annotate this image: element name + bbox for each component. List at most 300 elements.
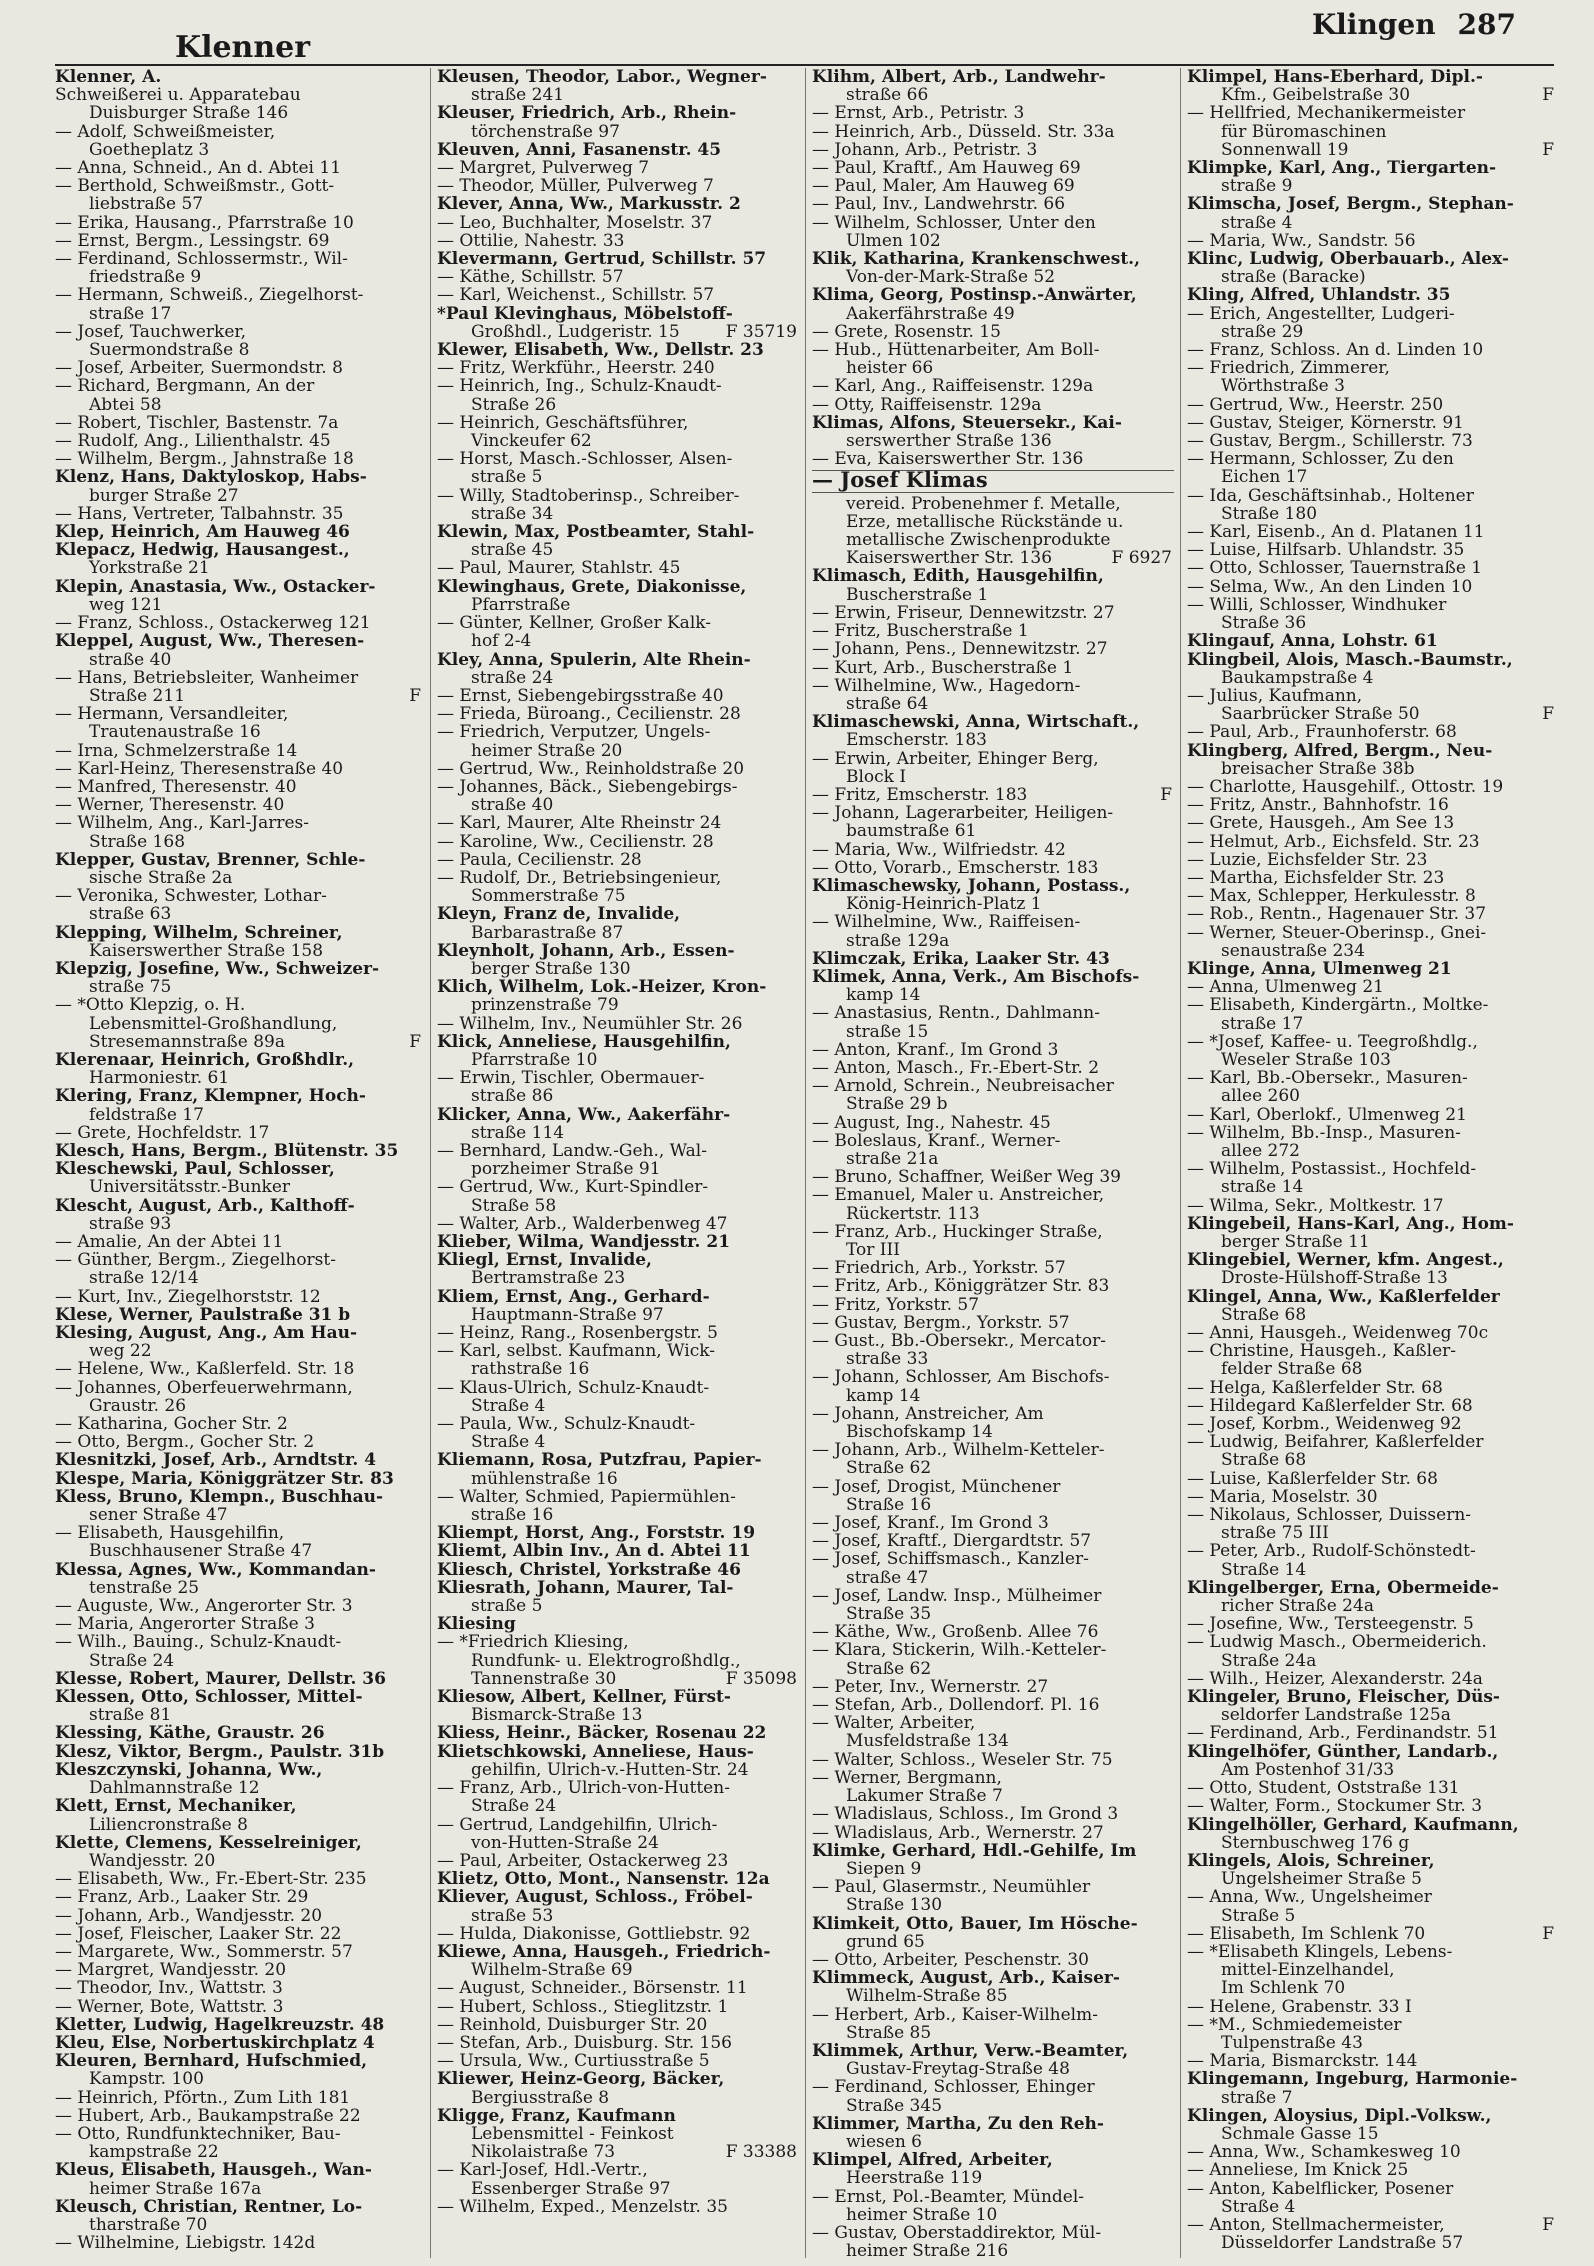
- entry-text: Klimscha, Josef, Bergm., Stephan-: [1187, 194, 1514, 215]
- entry-line: [437, 1816, 799, 1834]
- entry-text: — Wilhelmine, Ww., Raiffeisen-: [812, 912, 1081, 933]
- entry-text: — Anna, Schneid., An d. Abtei 11: [55, 158, 342, 179]
- entry-continuation-line: [55, 1397, 423, 1415]
- entry-line: [812, 214, 1174, 232]
- entry-continuation-line: [55, 1033, 423, 1051]
- entry-text: — *M., Schmiedemeister: [1187, 2014, 1402, 2035]
- entry-continuation-line: [55, 1215, 423, 1233]
- entry-text: König-Heinrich-Platz 1: [846, 894, 1042, 915]
- entry-text: Straße 24: [471, 1796, 557, 1817]
- entry-text: — Wladislaus, Arb., Wernerstr. 27: [812, 1822, 1104, 1843]
- entry-text: Klenz, Hans, Daktyloskop, Habs-: [55, 467, 367, 488]
- entry-line: [1187, 1724, 1556, 1742]
- entry-text: Kfm., Geibelstraße 30: [1221, 85, 1411, 106]
- entry-text: — Ferdinand, Schlosser, Ehinger: [812, 2077, 1095, 2098]
- entry-head-line: [437, 250, 799, 268]
- entry-continuation-line: [437, 1197, 799, 1215]
- entry-text: Klimkeit, Otto, Bauer, Im Hösche-: [812, 1913, 1138, 1934]
- entry-line: [55, 1379, 423, 1397]
- entry-head-line: [55, 2016, 423, 2034]
- entry-line: [55, 1998, 423, 2016]
- entry-text: Rückertstr. 113: [846, 1203, 980, 1224]
- entry-text: — Otto, Schlosser, Tauernstraße 1: [1187, 558, 1483, 579]
- entry-text: — Karl, Weichenst., Schillstr. 57: [437, 285, 715, 306]
- entry-text: Bergiusstraße 8: [471, 2087, 610, 2108]
- page-number: 287: [1457, 8, 1516, 41]
- entry-line: [812, 377, 1174, 395]
- entry-line: [812, 1769, 1174, 1787]
- entry-head-line: [55, 632, 423, 650]
- entry-text: Kliess, Heinr., Bäcker, Rosenau 22: [437, 1723, 767, 1744]
- entry-text: — Herbert, Arb., Kaiser-Wilhelm-: [812, 2004, 1098, 2025]
- entry-continuation-line: [55, 141, 423, 159]
- entry-text: Emscherstr. 183: [846, 730, 987, 751]
- entry-line: [1187, 1324, 1556, 1342]
- entry-text: — Fritz, Emscherstr. 183: [812, 784, 1028, 805]
- entry-line: [1187, 2180, 1556, 2198]
- entry-text: — Adolf, Schweißmeister,: [55, 121, 276, 142]
- entry-continuation-line: [55, 1652, 423, 1670]
- entry-head-line: [812, 414, 1174, 432]
- entry-continuation-line: [1187, 2089, 1556, 2107]
- entry-head-line: [437, 2107, 799, 2125]
- entry-text: — *Elisabeth Klingels, Lebens-: [1187, 1941, 1453, 1962]
- entry-line: [437, 1178, 799, 1196]
- entry-line: [1187, 924, 1556, 942]
- entry-text: — Ludwig Masch., Obermeiderich.: [1187, 1632, 1487, 1653]
- entry-text: — Irna, Schmelzerstraße 14: [55, 740, 298, 761]
- entry-line: [1187, 578, 1556, 596]
- entry-text: — Helene, Ww., Kaßlerfeld. Str. 18: [55, 1359, 355, 1380]
- entry-text: — Josef, Arbeiter, Suermondstr. 8: [55, 358, 343, 379]
- entry-continuation-line: [437, 596, 799, 614]
- entry-continuation-line: [437, 796, 799, 814]
- entry-head-line: [812, 567, 1174, 585]
- entry-head-line: [1187, 651, 1556, 669]
- entry-text: Klingelhöfer, Günther, Landarb.,: [1187, 1741, 1499, 1762]
- entry-line: [437, 177, 799, 195]
- entry-text: Klimpke, Karl, Ang., Tiergarten-: [1187, 158, 1497, 179]
- entry-text: — Paul, Inv., Landwehrstr. 66: [812, 194, 1066, 215]
- entry-text: — Walter, Arbeiter,: [812, 1713, 976, 1734]
- entry-continuation-line: [437, 924, 799, 942]
- entry-text: — Klara, Stickerin, Wilh.-Ketteler-: [812, 1640, 1107, 1661]
- entry-line: [1187, 1470, 1556, 1488]
- entry-text: — Ernst, Siebengebirgsstraße 40: [437, 685, 724, 706]
- entry-continuation-line: [437, 1087, 799, 1105]
- entry-text: straße (Baracke): [1221, 267, 1366, 288]
- entry-continuation-line: [1187, 705, 1556, 723]
- entry-continuation-line: [1187, 669, 1556, 687]
- entry-line: [812, 1805, 1174, 1823]
- entry-text: — Paul, Kraftf., Am Hauweg 69: [812, 158, 1081, 179]
- entry-text: — Willy, Stadtoberinsp., Schreiber-: [437, 485, 740, 506]
- entry-text: — Josef, Kranf., Im Grond 3: [812, 1513, 1049, 1534]
- entry-head-line: [55, 1688, 423, 1706]
- entry-text: straße 5: [471, 467, 543, 488]
- entry-head-line: [55, 2034, 423, 2052]
- entry-head-line: [1187, 632, 1556, 650]
- entry-text: — Rudolf, Dr., Betriebsingenieur,: [437, 867, 722, 888]
- entry-text: Straße 24: [89, 1650, 175, 1671]
- entry-text: Klingelhöller, Gerhard, Kaufmann,: [1187, 1814, 1519, 1835]
- entry-text: wiesen 6: [846, 2131, 923, 2152]
- entry-text: Straße 5: [1221, 1905, 1296, 1926]
- entry-text: Lakumer Straße 7: [846, 1786, 1003, 1807]
- entry-line: [437, 2198, 799, 2216]
- entry-head-line: [812, 286, 1174, 304]
- entry-continuation-line: [812, 1205, 1174, 1223]
- entry-continuation-line: [1187, 468, 1556, 486]
- entry-text: — Willi, Schlosser, Windhuker: [1187, 594, 1447, 615]
- entry-text: Tulpenstraße 43: [1221, 2032, 1363, 2053]
- phone-marker: F: [409, 685, 421, 706]
- entry-line: [1187, 778, 1556, 796]
- entry-text: — Bruno, Schaffner, Weißer Weg 39: [812, 1167, 1121, 1188]
- entry-line: [812, 786, 1174, 804]
- entry-text: — Heinrich, Ing., Schulz-Knaudt-: [437, 376, 722, 397]
- entry-continuation-line: [812, 586, 1174, 604]
- entry-line: [437, 614, 799, 632]
- columns: [55, 68, 1555, 2258]
- entry-text: vereid. Probenehmer f. Metalle,: [846, 493, 1121, 514]
- entry-head-line: [437, 942, 799, 960]
- entry-continuation-line: [812, 2097, 1174, 2115]
- entry-line: [437, 723, 799, 741]
- entry-text: Klimmek, Arthur, Verw.-Beamter,: [812, 2040, 1129, 2061]
- entry-text: straße 75 III: [1221, 1523, 1329, 1544]
- entry-text: straße 5: [471, 1596, 543, 1617]
- entry-continuation-line: [55, 268, 423, 286]
- entry-head-line: [437, 1943, 799, 1961]
- entry-text: Weseler Straße 103: [1221, 1049, 1391, 1070]
- entry-line: [1187, 359, 1556, 377]
- entry-text: — Frieda, Büroang., Cecilienstr. 28: [437, 704, 741, 725]
- entry-line: [812, 195, 1174, 213]
- entry-line: [55, 796, 423, 814]
- entry-text: Bismarck-Straße 13: [471, 1705, 643, 1726]
- entry-line: [812, 1004, 1174, 1022]
- entry-text: straße 33: [846, 1349, 929, 1370]
- entry-text: Straße 16: [846, 1494, 932, 1515]
- entry-line: [55, 614, 423, 632]
- entry-line: [55, 1597, 423, 1615]
- entry-text: Nikolaistraße 73: [471, 2142, 616, 2163]
- entry-line: [437, 2016, 799, 2034]
- entry-line: [1187, 1779, 1556, 1797]
- entry-text: — Walter, Arb., Walderbenweg 47: [437, 1213, 728, 1234]
- entry-text: Kleu, Else, Norbertuskirchplatz 4: [55, 2032, 375, 2053]
- entry-continuation-line: [437, 996, 799, 1014]
- entry-continuation-line: [437, 1907, 799, 1925]
- entry-text: — Karoline, Ww., Cecilienstr. 28: [437, 831, 714, 852]
- entry-continuation-line: [55, 1069, 423, 1087]
- entry-head-line: [437, 141, 799, 159]
- entry-text: straße 53: [471, 1905, 554, 1926]
- entry-line: [812, 396, 1174, 414]
- entry-text: — Luise, Hilfsarb. Uhlandstr. 35: [1187, 540, 1465, 561]
- entry-continuation-line: [812, 1387, 1174, 1405]
- entry-head-line: [1187, 1816, 1556, 1834]
- entry-continuation-line: [437, 86, 799, 104]
- phone-marker: F: [1542, 85, 1554, 106]
- entry-text: — Franz, Arb., Ulrich-von-Hutten-: [437, 1778, 730, 1799]
- entry-text: — Erich, Angestellter, Ludgeri-: [1187, 303, 1455, 324]
- entry-text: Kletter, Ludwig, Hagelkreuzstr. 48: [55, 2014, 385, 2035]
- entry-text: Klescht, August, Arb., Kalthoff-: [55, 1195, 355, 1216]
- entry-text: straße 17: [89, 303, 172, 324]
- entry-text: Klik, Katharina, Krankenschwest.,: [812, 249, 1141, 270]
- entry-text: Klingelberger, Erna, Obermeide-: [1187, 1577, 1499, 1598]
- entry-text: — Franz, Schloss., Ostackerweg 121: [55, 613, 371, 634]
- entry-continuation-line: [812, 895, 1174, 913]
- entry-continuation-line: [1187, 214, 1556, 232]
- entry-line: [812, 1550, 1174, 1568]
- entry-line: [55, 1124, 423, 1142]
- entry-text: Klimpel, Alfred, Arbeiter,: [812, 2150, 1053, 2171]
- entry-text: richer Straße 24a: [1221, 1596, 1374, 1617]
- entry-head-line: [437, 2070, 799, 2088]
- entry-text: — Josef, Drogist, Münchener: [812, 1476, 1061, 1497]
- entry-continuation-line: [437, 396, 799, 414]
- entry-line: [55, 887, 423, 905]
- entry-head-line: [1187, 1852, 1556, 1870]
- entry-text: — Julius, Kaufmann,: [1187, 685, 1363, 706]
- entry-continuation-line: [812, 268, 1174, 286]
- entry-line: [437, 705, 799, 723]
- entry-text: Kliemann, Rosa, Putzfrau, Papier-: [437, 1450, 762, 1471]
- entry-text: — Horst, Masch.-Schlosser, Alsen-: [437, 449, 733, 470]
- entry-continuation-line: [1187, 1233, 1556, 1251]
- entry-line: [437, 377, 799, 395]
- entry-text: straße 64: [846, 693, 929, 714]
- entry-line: [812, 640, 1174, 658]
- entry-line: [437, 232, 799, 250]
- entry-continuation-line: [1187, 760, 1556, 778]
- entry-text: straße 47: [846, 1567, 929, 1588]
- entry-text: Klewin, Max, Postbeamter, Stahl-: [437, 522, 755, 543]
- entry-head-line: [55, 1761, 423, 1779]
- entry-head-line: [812, 1969, 1174, 1987]
- entry-text: berger Straße 130: [471, 958, 631, 979]
- entry-head-line: [437, 104, 799, 122]
- entry-text: — Hermann, Schlosser, Zu den: [1187, 449, 1454, 470]
- entry-line: [55, 359, 423, 377]
- entry-continuation-line: [55, 396, 423, 414]
- entry-text: Klick, Anneliese, Hausgehilfin,: [437, 1031, 731, 1052]
- entry-text: — Käthe, Schillstr. 57: [437, 267, 624, 288]
- entry-head-line: [1187, 250, 1556, 268]
- entry-text: straße 75: [89, 977, 172, 998]
- entry-head-line: [55, 2198, 423, 2216]
- entry-continuation-line: [812, 531, 1174, 549]
- entry-text: — August, Schneider., Börsenstr. 11: [437, 1978, 748, 1999]
- entry-text: prinzenstraße 79: [471, 995, 619, 1016]
- entry-text: — Wilhelm, Exped., Menzelstr. 35: [437, 2196, 728, 2217]
- entry-text: straße 66: [846, 85, 929, 106]
- entry-line: [437, 2034, 799, 2052]
- entry-continuation-line: [812, 1023, 1174, 1041]
- entry-text: Wilhelm-Straße 85: [846, 1986, 1008, 2007]
- entry-text: Klimaschewski, Anna, Wirtschaft.,: [812, 712, 1140, 733]
- entry-text: straße 17: [1221, 1013, 1304, 1034]
- entry-head-line: [437, 1561, 799, 1579]
- entry-text: — Veronika, Schwester, Lothar-: [55, 886, 327, 907]
- entry-text: — Josef Klimas: [812, 467, 988, 493]
- entry-text: Straße 62: [846, 1658, 932, 1679]
- entry-continuation-line: [1187, 2034, 1556, 2052]
- entry-line: [812, 1714, 1174, 1732]
- entry-line: [812, 1223, 1174, 1241]
- entry-text: Klevermann, Gertrud, Schillstr. 57: [437, 249, 767, 270]
- entry-text: feldstraße 17: [89, 1104, 204, 1125]
- entry-line: [437, 268, 799, 286]
- entry-line: [1187, 687, 1556, 705]
- entry-line: [812, 1186, 1174, 1204]
- entry-text: — Hubert, Schloss., Stieglitzstr. 1: [437, 1996, 729, 2017]
- entry-line: [1187, 523, 1556, 541]
- entry-head-line: [437, 1524, 799, 1542]
- entry-text: — Karl, Bb.-Obersekr., Masuren-: [1187, 1068, 1468, 1089]
- entry-continuation-line: [1187, 1051, 1556, 1069]
- entry-line: [437, 687, 799, 705]
- entry-head-line: [55, 1488, 423, 1506]
- entry-head-line: [437, 1870, 799, 1888]
- entry-text: — Johann, Arb., Wilhelm-Ketteler-: [812, 1440, 1105, 1461]
- entry-line: [55, 1925, 423, 1943]
- entry-continuation-line: [437, 960, 799, 978]
- entry-line: [1187, 1943, 1556, 1961]
- entry-continuation-line: [55, 341, 423, 359]
- entry-text: — Anni, Hausgeh., Weidenweg 70c: [1187, 1323, 1489, 1344]
- entry-line: [1187, 851, 1556, 869]
- entry-head-line: [437, 305, 799, 323]
- entry-text: Großhdl., Ludgeristr. 15: [471, 321, 680, 342]
- entry-text: — Ernst, Arb., Petristr. 3: [812, 103, 1025, 124]
- entry-line: [1187, 487, 1556, 505]
- phone-marker: F: [409, 1031, 421, 1052]
- entry-text: — Friedrich, Arb., Yorkstr. 57: [812, 1258, 1066, 1279]
- entry-text: — Elisabeth, Kindergärtn., Moltke-: [1187, 995, 1489, 1016]
- entry-continuation-line: [1187, 1178, 1556, 1196]
- entry-head-line: [812, 2115, 1174, 2133]
- entry-head-line: [1187, 286, 1556, 304]
- entry-text: Klimasch, Edith, Hausgehilfin,: [812, 566, 1104, 587]
- entry-continuation-line: [55, 1178, 423, 1196]
- entry-line: [55, 1870, 423, 1888]
- entry-head-line: [55, 1451, 423, 1469]
- entry-text: — Erwin, Tischler, Obermauer-: [437, 1068, 705, 1089]
- entry-text: heimer Straße 20: [471, 740, 623, 761]
- entry-text: — Karl, Eisenb., An d. Platanen 11: [1187, 522, 1485, 543]
- entry-head-line: [437, 341, 799, 359]
- entry-continuation-line: [437, 2125, 799, 2143]
- entry-text: Duisburger Straße 146: [89, 103, 289, 124]
- entry-text: straße 114: [471, 1122, 565, 1143]
- entry-text: — Werner, Bote, Wattstr. 3: [55, 1996, 284, 2017]
- entry-line: [812, 177, 1174, 195]
- entry-text: — Gertrud, Ww., Reinholdstraße 20: [437, 758, 745, 779]
- entry-text: tenstraße 25: [89, 1577, 200, 1598]
- entry-continuation-line: [1187, 377, 1556, 395]
- entry-text: — Karl, Ang., Raiffeisenstr. 129a: [812, 376, 1094, 397]
- entry-text: — Elisabeth, Ww., Fr.-Ebert-Str. 235: [55, 1869, 367, 1890]
- entry-line: [55, 1288, 423, 1306]
- entry-text: — Hulda, Diakonisse, Gottliebstr. 92: [437, 1923, 751, 1944]
- entry-continuation-line: [812, 432, 1174, 450]
- entry-continuation-line: [1187, 1087, 1556, 1105]
- entry-text: straße 7: [1221, 2087, 1293, 2108]
- entry-text: Kliewer, Heinz-Georg, Bäcker,: [437, 2069, 725, 2090]
- entry-text: Musfeldstraße 134: [846, 1731, 1009, 1752]
- entry-text: Klesing, August, Ang., Am Hau-: [55, 1323, 357, 1344]
- entry-text: Klepzig, Josefine, Ww., Schweizer-: [55, 958, 380, 979]
- entry-text: — Anastasius, Rentn., Dahlmann-: [812, 1003, 1100, 1024]
- entry-line: [55, 286, 423, 304]
- entry-text: Klingberg, Alfred, Bergm., Neu-: [1187, 740, 1493, 761]
- entry-line: [812, 1532, 1174, 1550]
- entry-text: — Josef, Schiffsmasch., Kanzler-: [812, 1549, 1089, 1570]
- entry-continuation-line: [437, 1360, 799, 1378]
- running-head-right-word: Klingen: [1311, 8, 1436, 41]
- entry-text: Universitätsstr.-Bunker: [89, 1177, 291, 1198]
- entry-line: [437, 1015, 799, 1033]
- entry-continuation-line: [1187, 1652, 1556, 1670]
- entry-text: Klingemann, Ingeburg, Harmonie-: [1187, 2069, 1518, 2090]
- entry-line: [1187, 2052, 1556, 2070]
- entry-continuation-line: [437, 1051, 799, 1069]
- entry-text: Klepper, Gustav, Brenner, Schle-: [55, 849, 366, 870]
- entry-line: [437, 414, 799, 432]
- entry-text: straße 40: [471, 795, 554, 816]
- entry-text: Straße 180: [1221, 503, 1318, 524]
- entry-text: — Käthe, Ww., Großenb. Allee 76: [812, 1622, 1099, 1643]
- entry-line: [812, 123, 1174, 141]
- entry-head-line: [437, 905, 799, 923]
- entry-head-line: [55, 1324, 423, 1342]
- entry-text: Straße 130: [846, 1895, 943, 1916]
- entry-text: Klingel, Anna, Ww., Kaßlerfelder: [1187, 1286, 1500, 1307]
- entry-text: — Wilhelmine, Liebigstr. 142d: [55, 2233, 316, 2254]
- entry-text: straße 4: [1221, 212, 1293, 233]
- entry-head-line: [437, 651, 799, 669]
- entry-text: Klepin, Anastasia, Ww., Ostacker-: [55, 576, 376, 597]
- entry-line: [437, 1852, 799, 1870]
- entry-text: liebstraße 57: [89, 194, 204, 215]
- entry-text: Abtei 58: [89, 394, 162, 415]
- entry-text: — Walter, Form., Stockumer Str. 3: [1187, 1796, 1483, 1817]
- entry-text: — Gustav, Steiger, Körnerstr. 91: [1187, 412, 1464, 433]
- entry-text: Klesch, Hans, Bergm., Blütenstr. 35: [55, 1140, 399, 1161]
- entry-line: [812, 2006, 1174, 2024]
- entry-text: Bertramstraße 23: [471, 1268, 626, 1289]
- entry-continuation-line: [55, 833, 423, 851]
- entry-text: Straße 26: [471, 394, 557, 415]
- entry-text: allee 260: [1221, 1086, 1300, 1107]
- entry-continuation-line: [812, 1496, 1174, 1514]
- entry-text: — Hermann, Schweiß., Ziegelhorst-: [55, 285, 364, 306]
- entry-continuation-line: [812, 822, 1174, 840]
- entry-text: für Büromaschinen: [1221, 121, 1387, 142]
- entry-line: [437, 450, 799, 468]
- entry-text: Straße 29 b: [846, 1094, 948, 1115]
- entry-text: — Auguste, Ww., Angerorter Str. 3: [55, 1596, 353, 1617]
- entry-line: [812, 2224, 1174, 2242]
- entry-continuation-line: [812, 2206, 1174, 2224]
- entry-text: — Wilhelm, Postassist., Hochfeld-: [1187, 1159, 1477, 1180]
- entry-line: [437, 814, 799, 832]
- entry-head-line: [1187, 2107, 1556, 2125]
